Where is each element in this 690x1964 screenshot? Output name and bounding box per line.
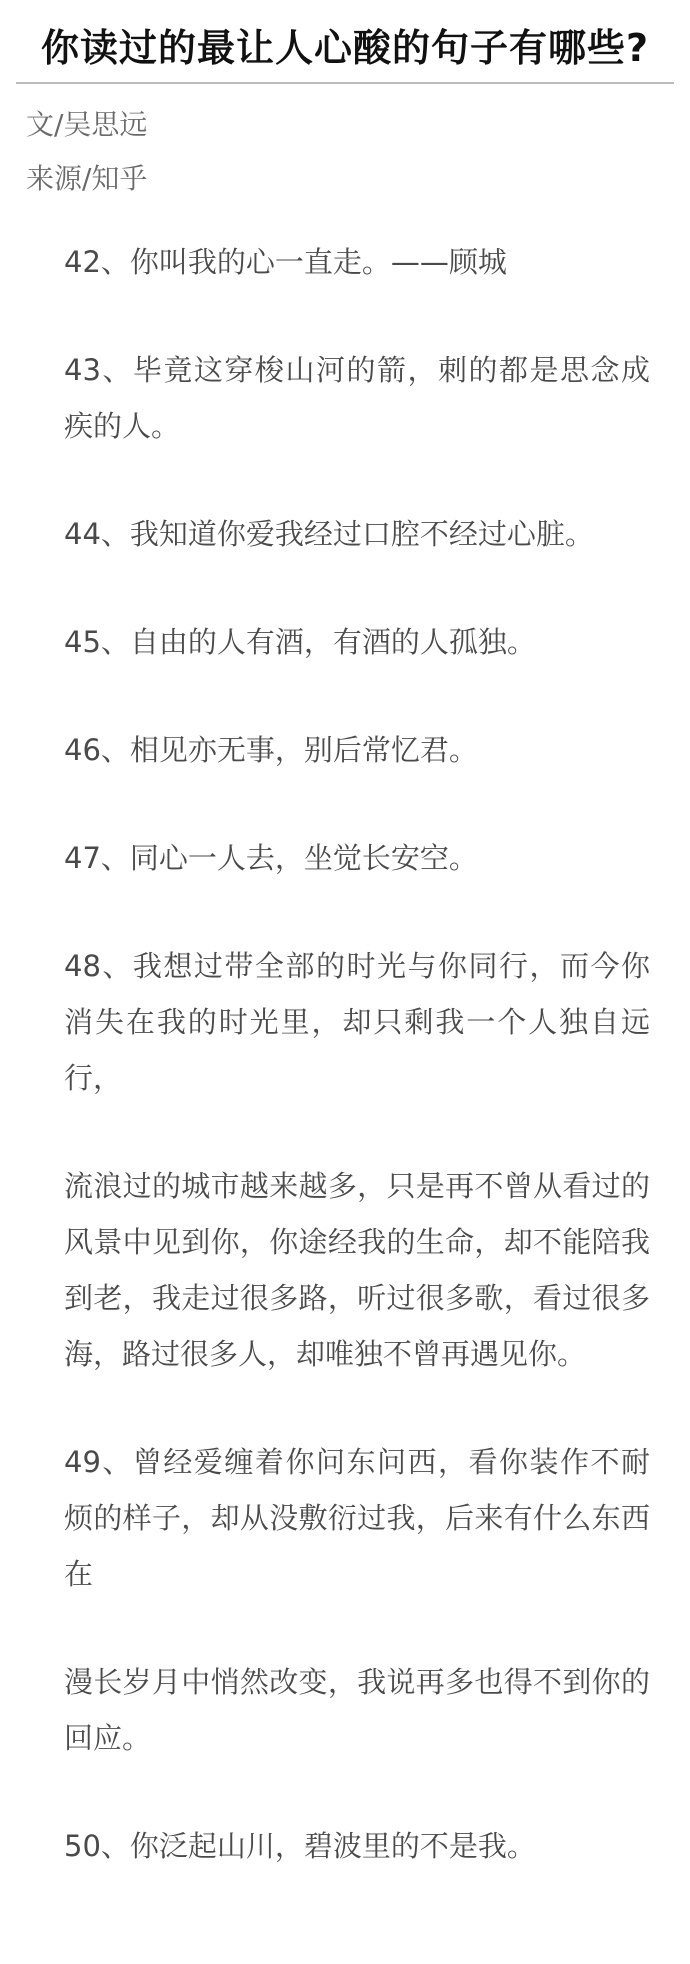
paragraph: 漫长岁月中悄然改变，我说再多也得不到你的回应。: [64, 1665, 650, 1755]
paragraph: 49、曾经爱缠着你问东问西，看你装作不耐烦的样子，却从没敷衍过我，后来有什么东西在: [64, 1445, 650, 1591]
title-divider: [16, 82, 674, 84]
paragraph: 流浪过的城市越来越多，只是再不曾从看过的风景中见到你，你途经我的生命，却不能陪我到老，我走过很多路，听过很多歌，看过很多海，路过很多人，却唯独不曾再遇见你。: [64, 1169, 650, 1371]
author-line: 文/吴思远: [26, 108, 148, 141]
paragraph: 44、我知道你爱我经过口腔不经过心脏。: [64, 517, 594, 551]
paragraph: 45、自由的人有酒，有酒的人孤独。: [64, 625, 536, 659]
paragraph: 46、相见亦无事，别后常忆君。: [64, 733, 478, 767]
article-title: 你读过的最让人心酸的句子有哪些?: [40, 26, 650, 70]
source-line: 来源/知乎: [26, 162, 148, 195]
paragraph: 42、你叫我的心一直走。——顾城: [64, 245, 507, 279]
paragraph: 48、我想过带全部的时光与你同行，而今你消失在我的时光里，却只剩我一个人独自远行，: [64, 949, 650, 1095]
paragraph: 47、同心一人去，坐觉长安空。: [64, 841, 478, 875]
paragraph: 43、毕竟这穿梭山河的箭，刺的都是思念成疾的人。: [64, 353, 650, 443]
article-meta: [26, 98, 690, 206]
paragraph: 50、你泛起山川，碧波里的不是我。: [64, 1829, 536, 1863]
article-body: [64, 234, 650, 1874]
